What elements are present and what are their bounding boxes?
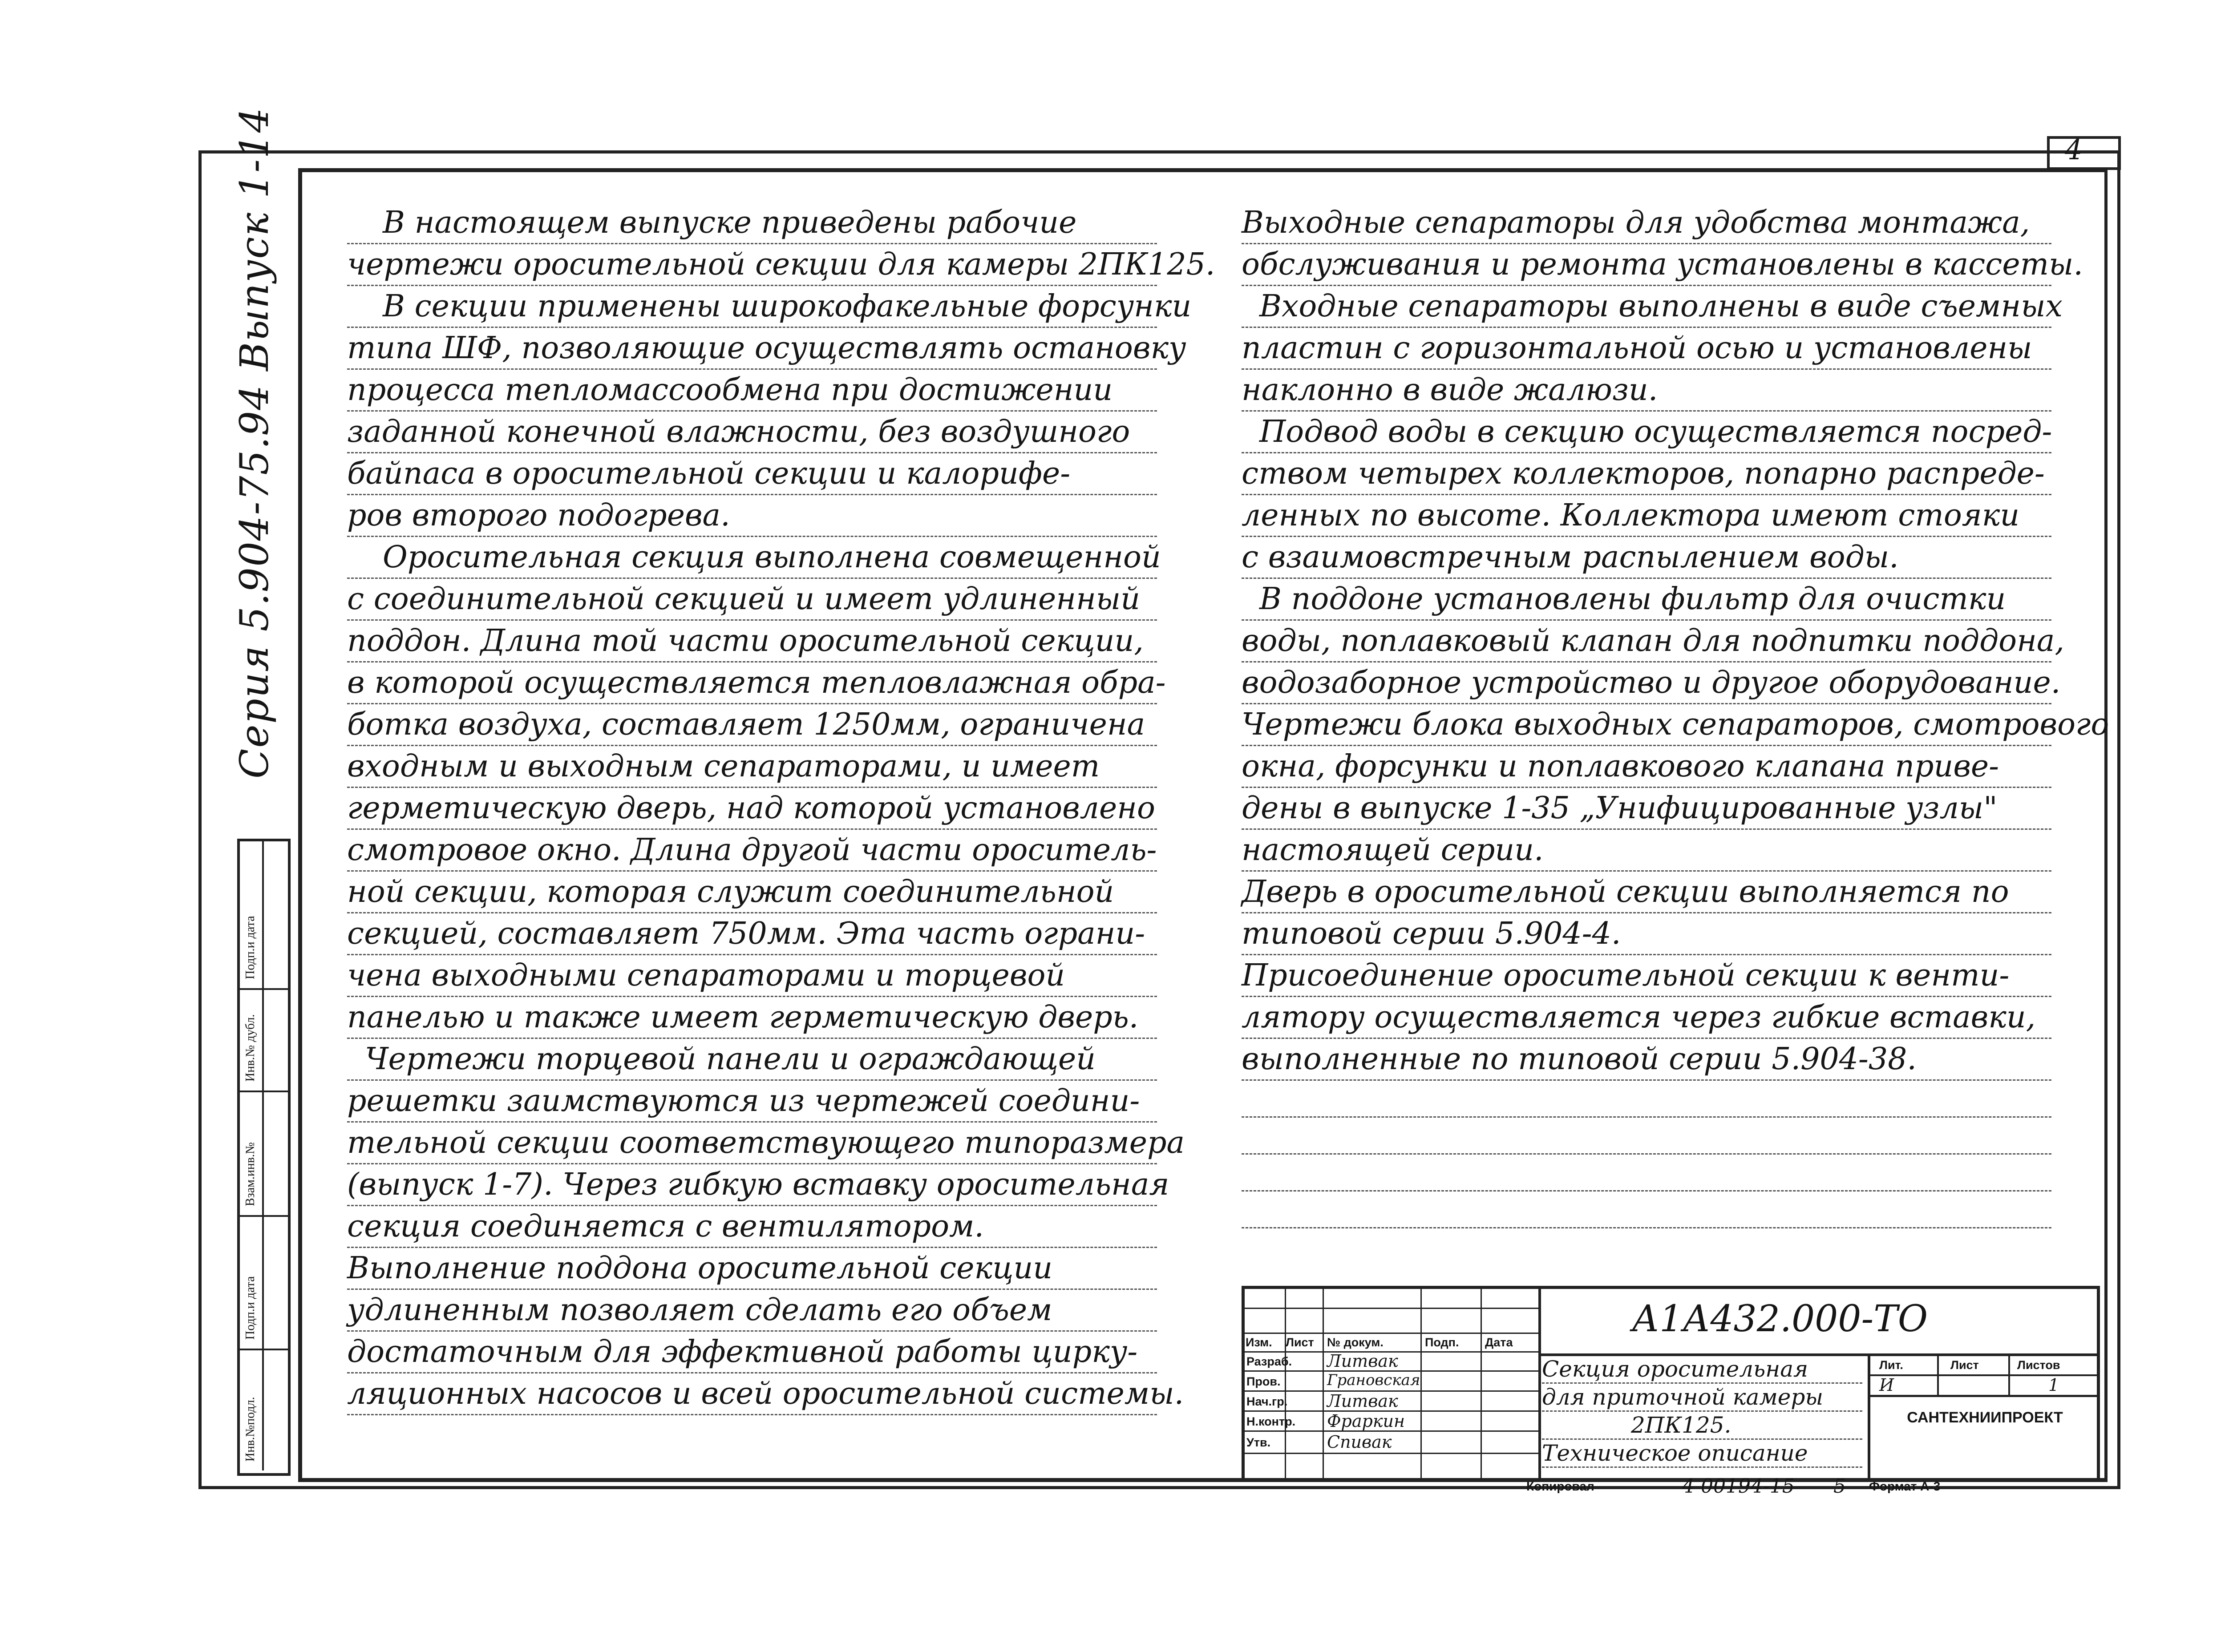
text-line: окна, форсунки и поплавкового клапана приве- [1242,746,2051,788]
sheets-value: 1 [2048,1375,2059,1395]
text-line: Выходные сепараторы для удобства монтажа, [1242,202,2051,244]
header-sign: Подп. [1425,1336,1459,1349]
text-line: выполненные по типовой серии 5.904-38. [1242,1039,2051,1081]
text-line: наклонно в виде жалюзи. [1242,370,2051,412]
text-line: ботка воздуха, составляет 1250мм, ограничена [347,704,1157,746]
text-line: Оросительная секция выполнена совмещенной [347,537,1157,579]
text-line: байпаса в оросительной секции и калорифе- [347,453,1157,495]
text-line: герметическую дверь, над которой установлено [347,788,1157,830]
footer-sheet: 5 [1833,1475,1846,1498]
text-line: лятору осуществляется через гибкие вставки, [1242,997,2051,1039]
text-line: Присоединение оросительной секции к венти- [1242,955,2051,997]
text-line: типа ШФ, позволяющие осуществлять остановку [347,328,1157,370]
text-line: в которой осуществляется тепловлажная обра- [347,662,1157,704]
text-line: поддон. Длина той части оросительной секции, [347,621,1157,662]
series-stamp: Серия 5.904-75.94 Выпуск 1-14 [231,107,277,779]
side-stamp-divider [237,839,264,1470]
document-title: Секция оросительная для приточной камеры 2ПК125. Техническое описание [1542,1356,1862,1468]
text-line: водозаборное устройство и другое оборудование. [1242,662,2051,704]
header-list: Лист [1286,1336,1314,1349]
text-line: заданной конечной влажности, без воздушного [347,412,1157,453]
blank-line [1242,1155,2051,1192]
text-line: ленных по высоте. Коллектора имеют стояки [1242,495,2051,537]
text-line: решетки заимствуются из чертежей соедини- [347,1081,1157,1123]
text-line: ляционных насосов и всей оросительной системы. [347,1373,1157,1415]
role-name: Грановская [1327,1371,1420,1389]
title-block-signature-grid [1245,1289,1541,1478]
sheets-header: Листов [2017,1358,2060,1372]
text-line: секцией, составляет 750мм. Эта часть ограни- [347,913,1157,955]
text-line: панелью и также имеет герметическую дверь. [347,997,1157,1039]
text-line: достаточным для эффективной работы цирку- [347,1332,1157,1373]
text-line: процесса тепломассообмена при достижении [347,370,1157,412]
text-line: тельной секции соответствующего типоразмера [347,1123,1157,1164]
page-number: 4 [2065,133,2083,166]
role-label: Утв. [1246,1436,1271,1449]
sheet-header: Лист [1950,1358,1979,1372]
text-line: Чертежи торцевой панели и ограждающей [347,1039,1157,1081]
text-line: смотровое окно. Длина другой части ороситель- [347,830,1157,872]
text-line: с соединительной секцией и имеет удлиненный [347,579,1157,621]
right-text-column [1242,202,2109,1228]
role-name: Фраркин [1327,1411,1405,1431]
role-name: Литвак [1327,1351,1398,1371]
side-stamp-label: Инв.№ дубл. [243,1014,257,1082]
text-line: дены в выпуске 1-35 „Унифицированные узлы" [1242,788,2051,830]
left-text-column [347,202,1215,1415]
text-line: ной секции, которая служит соединительной [347,872,1157,913]
blank-line [1242,1081,2051,1118]
footer-copied: Копировал [1526,1479,1594,1493]
role-name: Литвак [1327,1391,1398,1411]
footer-format: Формат А-3 [1869,1479,1941,1493]
role-name: Спивак [1327,1432,1392,1452]
text-line: В настоящем выпуске приведены рабочие [347,202,1157,244]
page-number-box [2047,136,2121,170]
text-line: Чертежи блока выходных сепараторов, смотрового [1242,704,2051,746]
text-line: воды, поплавковый клапан для подпитки поддона, [1242,621,2051,662]
organization-name: САНТЕХНИИПРОЕКТ [1907,1409,2063,1426]
role-label: Разраб. [1246,1355,1292,1368]
text-line: типовой серии 5.904-4. [1242,913,2051,955]
text-line: Подвод воды в секцию осуществляется посред- [1242,412,2051,453]
text-line: секция соединяется с вентилятором. [347,1206,1157,1248]
text-line: ров второго подогрева. [347,495,1157,537]
lit-header: Лит. [1879,1358,1903,1372]
document-code: А1А432.000-ТО [1632,1298,1928,1340]
text-line: чена выходными сепараторами и торцевой [347,955,1157,997]
title-block [1242,1286,2100,1481]
title-block-sheet-info [1868,1356,2100,1478]
side-stamp-label: Взам.инв.№ [243,1142,257,1206]
header-date: Дата [1485,1336,1513,1349]
role-label: Нач.гр. [1246,1395,1288,1408]
text-line: чертежи оросительной секции для камеры 2ПК125. [347,244,1157,286]
text-line: входным и выходным сепараторами, и имеет [347,746,1157,788]
text-line: Входные сепараторы выполнены в виде съемных [1242,286,2051,328]
text-line: обслуживания и ремонта установлены в кассеты. [1242,244,2051,286]
text-line: Выполнение поддона оросительной секции [347,1248,1157,1290]
text-line: В секции применены широкофакельные форсунки [347,286,1157,328]
text-line: Дверь в оросительной секции выполняется по [1242,872,2051,913]
side-stamp-label: Инв.№подл. [243,1397,257,1462]
text-line: с взаимовстречным распылением воды. [1242,537,2051,579]
text-line: пластин с горизонтальной осью и установлены [1242,328,2051,370]
text-line: (выпуск 1-7). Через гибкую вставку оросительная [347,1164,1157,1206]
text-line: В поддоне установлены фильтр для очистки [1242,579,2051,621]
header-izm: Изм. [1246,1336,1272,1349]
side-stamp-label: Подп.и дата [243,1276,257,1340]
text-line: ством четырех коллекторов, попарно распреде- [1242,453,2051,495]
text-line: настоящей серии. [1242,830,2051,872]
text-line: удлиненным позволяет сделать его объем [347,1290,1157,1332]
role-label: Н.контр. [1246,1415,1296,1428]
lit-value: И [1879,1375,1894,1395]
role-label: Пров. [1246,1375,1281,1388]
header-doc: № докум. [1327,1336,1384,1349]
footer-doc-number: 4 00194-15 [1682,1475,1795,1498]
blank-line [1242,1118,2051,1155]
side-stamp-label: Подп.и дата [243,916,257,979]
blank-line [1242,1192,2051,1228]
